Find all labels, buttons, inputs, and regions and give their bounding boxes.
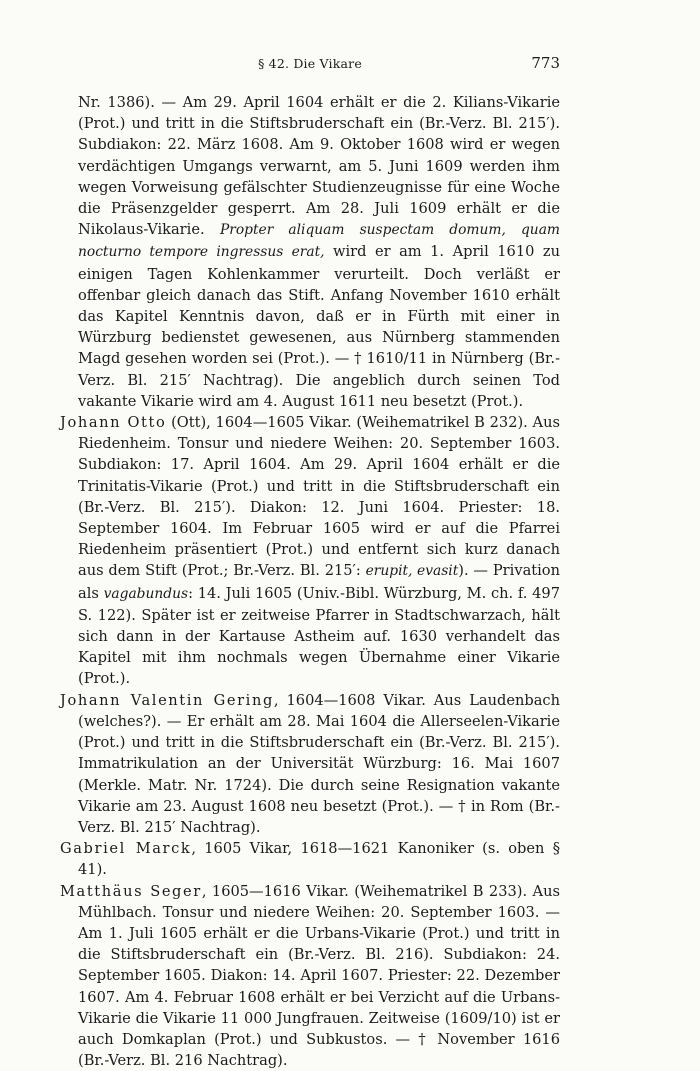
page-header (60, 56, 560, 76)
running-head: § 42. Die Vikare (258, 56, 362, 71)
person-name: Matthäus Seger (60, 882, 202, 900)
entry-continuation (60, 92, 560, 412)
page-number: 773 (531, 54, 560, 72)
entry-johann-valentin-gering (60, 690, 560, 838)
person-name: Johann Otto (60, 414, 167, 432)
person-name: Johann Valentin Gering (60, 691, 274, 709)
entry-gabriel-marck (60, 838, 560, 880)
entry-text: wird er am 1. April 1610 zu einigen Tagen Kohlenkammer verurteilt. Doch verläßt er offenbar gleich danach das Stift. Anfang November 1610 erhält das Kapitel Kenntnis davon, daß er in Fürth mit einer in Würzburg bedienstet gewesenen, aus Nürnberg stammenden Magd gesehen worden sei (Prot.). — † 1610/11 in Nürnberg (Br.-Verz. Bl. 215′ Nachtrag). Die angeblich durch seinen Tod vakante Vikarie wird am 4. August 1611 neu besetzt (Prot.). (78, 243, 560, 410)
latin-quote: vagabundus (103, 585, 189, 602)
entry-johann-otto (60, 412, 560, 690)
entry-text: : 14. Juli 1605 (Univ.-Bibl. Würzburg, M. ch. f. 497 S. 122). Später ist er zeitweise Pfarrer in Stadtschwarzach, hält sich dann in der Kartause Astheim auf. 1630 verhandelt das Kapitel mit ihm nochmals wegen Übernahme einer Vikarie (Prot.). (78, 584, 561, 688)
latin-quote: erupit, evasit (365, 563, 459, 580)
entry-text: Nr. 1386). — Am 29. April 1604 erhält er die 2. Kilians-Vikarie (Prot.) und tritt in die Stiftsbruderschaft ein (Br.-Verz. Bl. 215′). Subdiakon: 22. März 1608. Am 9. Oktober 1608 wird er wegen verdächtigen Umgangs verwarnt, am 5. Juni 1609 werden ihm wegen Vorweisung gefälschter Studienzeugnisse für eine Woche die Präsenzgelder gesperrt. Am 28. Juli 1609 erhält er die Nikolaus-Vikarie. (78, 94, 560, 239)
latin-quote: Propter aliquam suspectam domum, quam nocturno tempore ingressus erat, (78, 222, 560, 261)
entry-text: , 1605—1616 Vikar. (Weihematrikel B 233). Aus Mühlbach. Tonsur und niedere Weihen: 20. September 1603. — Am 1. Juli 1605 erhält er die Urbans-Vikarie (Prot.) und tritt in die Stiftsbruderschaft ein (Br.-Verz. Bl. 216). Subdiakon: 24. September 1605. Diakon: 14. April 1607. Priester: 22. Dezember 1607. Am 4. Februar 1608 erhält er bei Verzicht auf die Urbans-Vikarie die Vikarie 11 000 Jungfrauen. Zeitweise (1609/10) ist er auch Domkaplan (Prot.) und Subkustos. — † November 1616 (Br.-Verz. Bl. 216 Nachtrag). (78, 882, 560, 1070)
page-body (60, 92, 560, 1071)
person-name: Gabriel Marck (60, 840, 192, 858)
entry-text: (Ott), 1604—1605 Vikar. (Weihematrikel B 232). Aus Riedenheim. Tonsur und niedere Weihen: 20. September 1603. Subdiakon: 17. April 1604. Am 29. April 1604 erhält er die Trinitatis-Vikarie (Prot.) und tritt in die Stiftsbruderschaft ein (Br.-Verz. Bl. 215′). Diakon: 12. Juni 1604. Priester: 18. September 1604. Im Februar 1605 wird er auf die Pfarrei Riedenheim präsentiert (Prot.) und entfernt sich kurz danach aus dem Stift (Prot.; Br.-Verz. Bl. 215′: (78, 414, 560, 580)
entry-text: , 1605 Vikar, 1618—1621 Kanoniker (s. oben § 41). (78, 840, 560, 879)
entry-text: ). — Privation als (78, 562, 560, 602)
entry-text: , 1604—1608 Vikar. Aus Laudenbach (welches?). — Er erhält am 28. Mai 1604 die Allerseelen-Vikarie (Prot.) und tritt in die Stiftsbruderschaft ein (Br.-Verz. Bl. 215′). Immatrikulation an der Universität Würzburg: 16. Mai 1607 (Merkle. Matr. Nr. 1724). Die durch seine Resignation vakante Vikarie am 23. August 1608 neu besetzt (Prot.). — † in Rom (Br.-Verz. Bl. 215′ Nachtrag). (78, 691, 560, 836)
entry-matthaeus-seger (60, 881, 560, 1071)
